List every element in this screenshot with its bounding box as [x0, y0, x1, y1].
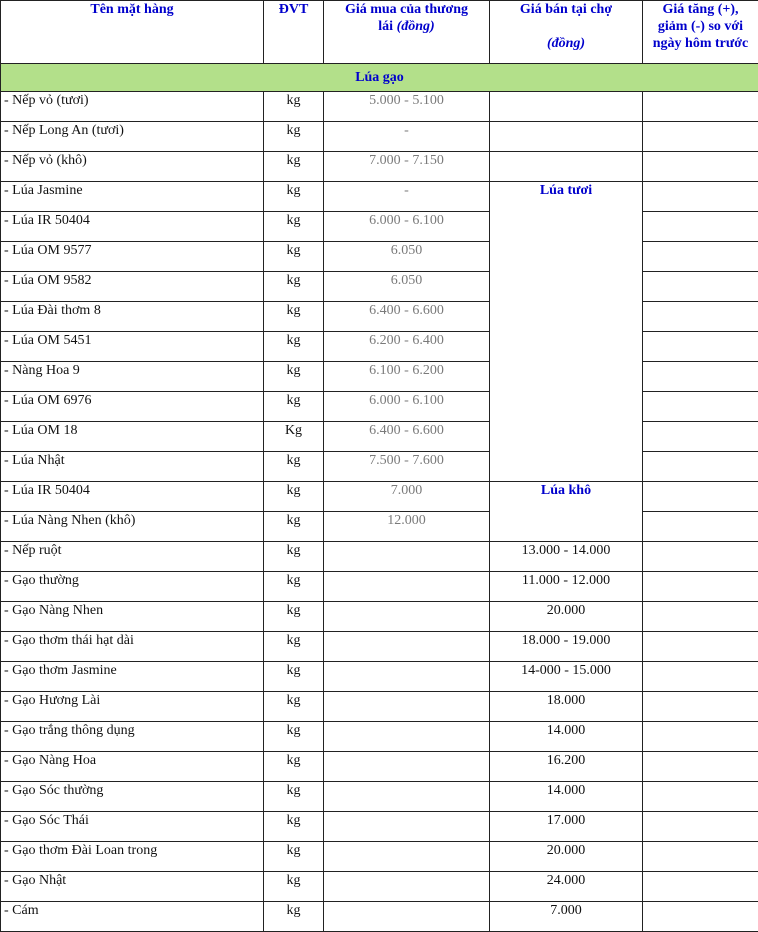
item-name: - Lúa IR 50404: [1, 212, 264, 242]
item-price-change: [643, 632, 758, 662]
table-row: [1, 752, 758, 782]
item-sell-price: 18.000: [490, 692, 643, 722]
item-unit: kg: [264, 332, 324, 362]
table-row: [1, 92, 758, 122]
header-name-label: Tên mặt hàng: [90, 2, 173, 17]
table-row: [1, 362, 758, 392]
item-name: - Nàng Hoa 9: [1, 362, 264, 392]
item-unit: kg: [264, 572, 324, 602]
table-row: [1, 662, 758, 692]
item-unit: kg: [264, 392, 324, 422]
item-buy-price: 7.000 - 7.150: [324, 152, 490, 182]
item-unit: kg: [264, 902, 324, 932]
item-buy-price: 7.500 - 7.600: [324, 452, 490, 482]
item-buy-price: 6.400 - 6.600: [324, 302, 490, 332]
item-name: - Lúa OM 6976: [1, 392, 264, 422]
item-unit: kg: [264, 122, 324, 152]
item-price-change: [643, 542, 758, 572]
item-price-change: [643, 272, 758, 302]
header-price-change: [643, 1, 758, 64]
item-price-change: [643, 422, 758, 452]
item-name: - Lúa Jasmine: [1, 182, 264, 212]
item-price-change: [643, 302, 758, 332]
item-sell-price: [490, 122, 643, 152]
item-price-change: [643, 662, 758, 692]
item-buy-price: 6.200 - 6.400: [324, 332, 490, 362]
item-sell-price: 11.000 - 12.000: [490, 572, 643, 602]
item-name: - Gạo Hương Lài: [1, 692, 264, 722]
table-row: [1, 212, 758, 242]
item-sell-price: 14.000: [490, 722, 643, 752]
item-name: - Gạo trắng thông dụng: [1, 722, 264, 752]
item-sell-price: 20.000: [490, 842, 643, 872]
item-buy-price: 12.000: [324, 512, 490, 542]
table-body: [1, 64, 758, 932]
table-row: [1, 242, 758, 272]
item-buy-price: -: [324, 182, 490, 212]
item-buy-price: [324, 572, 490, 602]
item-name: - Gạo Sóc thường: [1, 782, 264, 812]
item-unit: kg: [264, 482, 324, 512]
item-price-change: [643, 782, 758, 812]
item-buy-price: [324, 542, 490, 572]
item-buy-price: [324, 872, 490, 902]
item-unit: kg: [264, 842, 324, 872]
table-row: [1, 122, 758, 152]
table-row: [1, 302, 758, 332]
item-buy-price: [324, 902, 490, 932]
item-sell-price: 7.000: [490, 902, 643, 932]
header-change-line3: ngày hôm trước: [653, 36, 748, 51]
item-name: - Lúa OM 18: [1, 422, 264, 452]
header-buy-unit: (đồng): [397, 19, 435, 34]
header-row: [1, 1, 758, 64]
item-buy-price: 6.000 - 6.100: [324, 392, 490, 422]
item-name: - Gạo thơm Đài Loan trong: [1, 842, 264, 872]
item-unit: kg: [264, 182, 324, 212]
item-buy-price: [324, 692, 490, 722]
table-row: [1, 812, 758, 842]
item-name: - Lúa OM 9582: [1, 272, 264, 302]
item-unit: kg: [264, 452, 324, 482]
table-row: [1, 392, 758, 422]
item-name: - Lúa Đài thơm 8: [1, 302, 264, 332]
item-sell-price: 24.000: [490, 872, 643, 902]
item-unit: kg: [264, 212, 324, 242]
item-name: - Lúa OM 5451: [1, 332, 264, 362]
item-buy-price: [324, 662, 490, 692]
item-name: - Gạo Nhật: [1, 872, 264, 902]
item-sell-price: 16.200: [490, 752, 643, 782]
item-unit: kg: [264, 872, 324, 902]
table-row: [1, 722, 758, 752]
item-buy-price: 6.050: [324, 272, 490, 302]
item-unit: kg: [264, 752, 324, 782]
item-price-change: [643, 722, 758, 752]
item-unit: kg: [264, 542, 324, 572]
table-row: [1, 482, 758, 512]
header-change-line2: giảm (-) so với: [658, 19, 743, 34]
item-unit: kg: [264, 812, 324, 842]
item-name: - Lúa IR 50404: [1, 482, 264, 512]
item-buy-price: [324, 632, 490, 662]
table-row: [1, 272, 758, 302]
item-unit: kg: [264, 152, 324, 182]
item-price-change: [643, 902, 758, 932]
item-unit: kg: [264, 662, 324, 692]
table-row: [1, 332, 758, 362]
note-fresh-rice: Lúa tươi: [490, 182, 643, 482]
item-unit: kg: [264, 632, 324, 662]
item-name: - Gạo thường: [1, 572, 264, 602]
table-row: [1, 422, 758, 452]
item-name: - Gạo Sóc Thái: [1, 812, 264, 842]
item-name: - Gạo thơm Jasmine: [1, 662, 264, 692]
item-unit: kg: [264, 782, 324, 812]
table-row: [1, 452, 758, 482]
item-price-change: [643, 122, 758, 152]
header-sell-unit: (đồng): [547, 36, 585, 51]
item-sell-price: 18.000 - 19.000: [490, 632, 643, 662]
item-buy-price: 6.000 - 6.100: [324, 212, 490, 242]
item-price-change: [643, 452, 758, 482]
item-buy-price: 5.000 - 5.100: [324, 92, 490, 122]
table-row: [1, 692, 758, 722]
header-buy-price: [324, 1, 490, 64]
item-price-change: [643, 332, 758, 362]
item-buy-price: -: [324, 122, 490, 152]
item-name: - Cám: [1, 902, 264, 932]
item-price-change: [643, 182, 758, 212]
item-name: - Nếp Long An (tươi): [1, 122, 264, 152]
item-price-change: [643, 92, 758, 122]
table-row: [1, 782, 758, 812]
item-price-change: [643, 242, 758, 272]
section-row: [1, 64, 758, 92]
item-unit: kg: [264, 362, 324, 392]
table-row: [1, 512, 758, 542]
item-unit: Kg: [264, 422, 324, 452]
table-row: [1, 182, 758, 212]
item-name: - Lúa Nàng Nhen (khô): [1, 512, 264, 542]
item-unit: kg: [264, 272, 324, 302]
item-name: - Lúa OM 9577: [1, 242, 264, 272]
item-name: - Gạo Nàng Nhen: [1, 602, 264, 632]
item-sell-price: 14-000 - 15.000: [490, 662, 643, 692]
item-sell-price: [490, 152, 643, 182]
table-row: [1, 902, 758, 932]
item-sell-price: 13.000 - 14.000: [490, 542, 643, 572]
item-name: - Nếp ruột: [1, 542, 264, 572]
item-name: - Lúa Nhật: [1, 452, 264, 482]
item-sell-price: 20.000: [490, 602, 643, 632]
item-price-change: [643, 812, 758, 842]
item-buy-price: 7.000: [324, 482, 490, 512]
item-price-change: [643, 872, 758, 902]
item-unit: kg: [264, 242, 324, 272]
item-unit: kg: [264, 92, 324, 122]
table-row: [1, 152, 758, 182]
item-price-change: [643, 212, 758, 242]
item-name: - Gạo Nàng Hoa: [1, 752, 264, 782]
item-buy-price: [324, 782, 490, 812]
item-price-change: [643, 842, 758, 872]
table-row: [1, 872, 758, 902]
item-unit: kg: [264, 602, 324, 632]
item-price-change: [643, 362, 758, 392]
item-buy-price: 6.050: [324, 242, 490, 272]
item-unit: kg: [264, 722, 324, 752]
note-dry-rice: Lúa khô: [490, 482, 643, 542]
header-unit-label: ĐVT: [279, 2, 309, 17]
item-price-change: [643, 692, 758, 722]
item-sell-price: 14.000: [490, 782, 643, 812]
section-title: Lúa gạo: [1, 64, 758, 92]
item-price-change: [643, 152, 758, 182]
item-buy-price: [324, 602, 490, 632]
item-name: - Gạo thơm thái hạt dài: [1, 632, 264, 662]
header-sell-price: [490, 1, 643, 64]
table-row: [1, 542, 758, 572]
item-unit: kg: [264, 692, 324, 722]
table-row: [1, 572, 758, 602]
item-price-change: [643, 602, 758, 632]
header-buy-line1: Giá mua của thương: [345, 2, 468, 17]
item-buy-price: 6.400 - 6.600: [324, 422, 490, 452]
table-row: [1, 602, 758, 632]
item-price-change: [643, 482, 758, 512]
item-unit: kg: [264, 512, 324, 542]
item-buy-price: [324, 842, 490, 872]
header-sell-line1: Giá bán tại chợ: [520, 2, 612, 17]
item-buy-price: 6.100 - 6.200: [324, 362, 490, 392]
header-change-line1: Giá tăng (+),: [662, 2, 738, 17]
item-buy-price: [324, 722, 490, 752]
item-unit: kg: [264, 302, 324, 332]
item-price-change: [643, 752, 758, 782]
item-price-change: [643, 512, 758, 542]
item-buy-price: [324, 752, 490, 782]
item-name: - Nếp vỏ (tươi): [1, 92, 264, 122]
table-row: [1, 632, 758, 662]
header-name: [1, 1, 264, 64]
header-unit: [264, 1, 324, 64]
item-sell-price: 17.000: [490, 812, 643, 842]
item-buy-price: [324, 812, 490, 842]
item-name: - Nếp vỏ (khô): [1, 152, 264, 182]
item-price-change: [643, 572, 758, 602]
item-sell-price: [490, 92, 643, 122]
item-price-change: [643, 392, 758, 422]
table-row: [1, 842, 758, 872]
header-buy-line2: lái: [378, 19, 393, 34]
